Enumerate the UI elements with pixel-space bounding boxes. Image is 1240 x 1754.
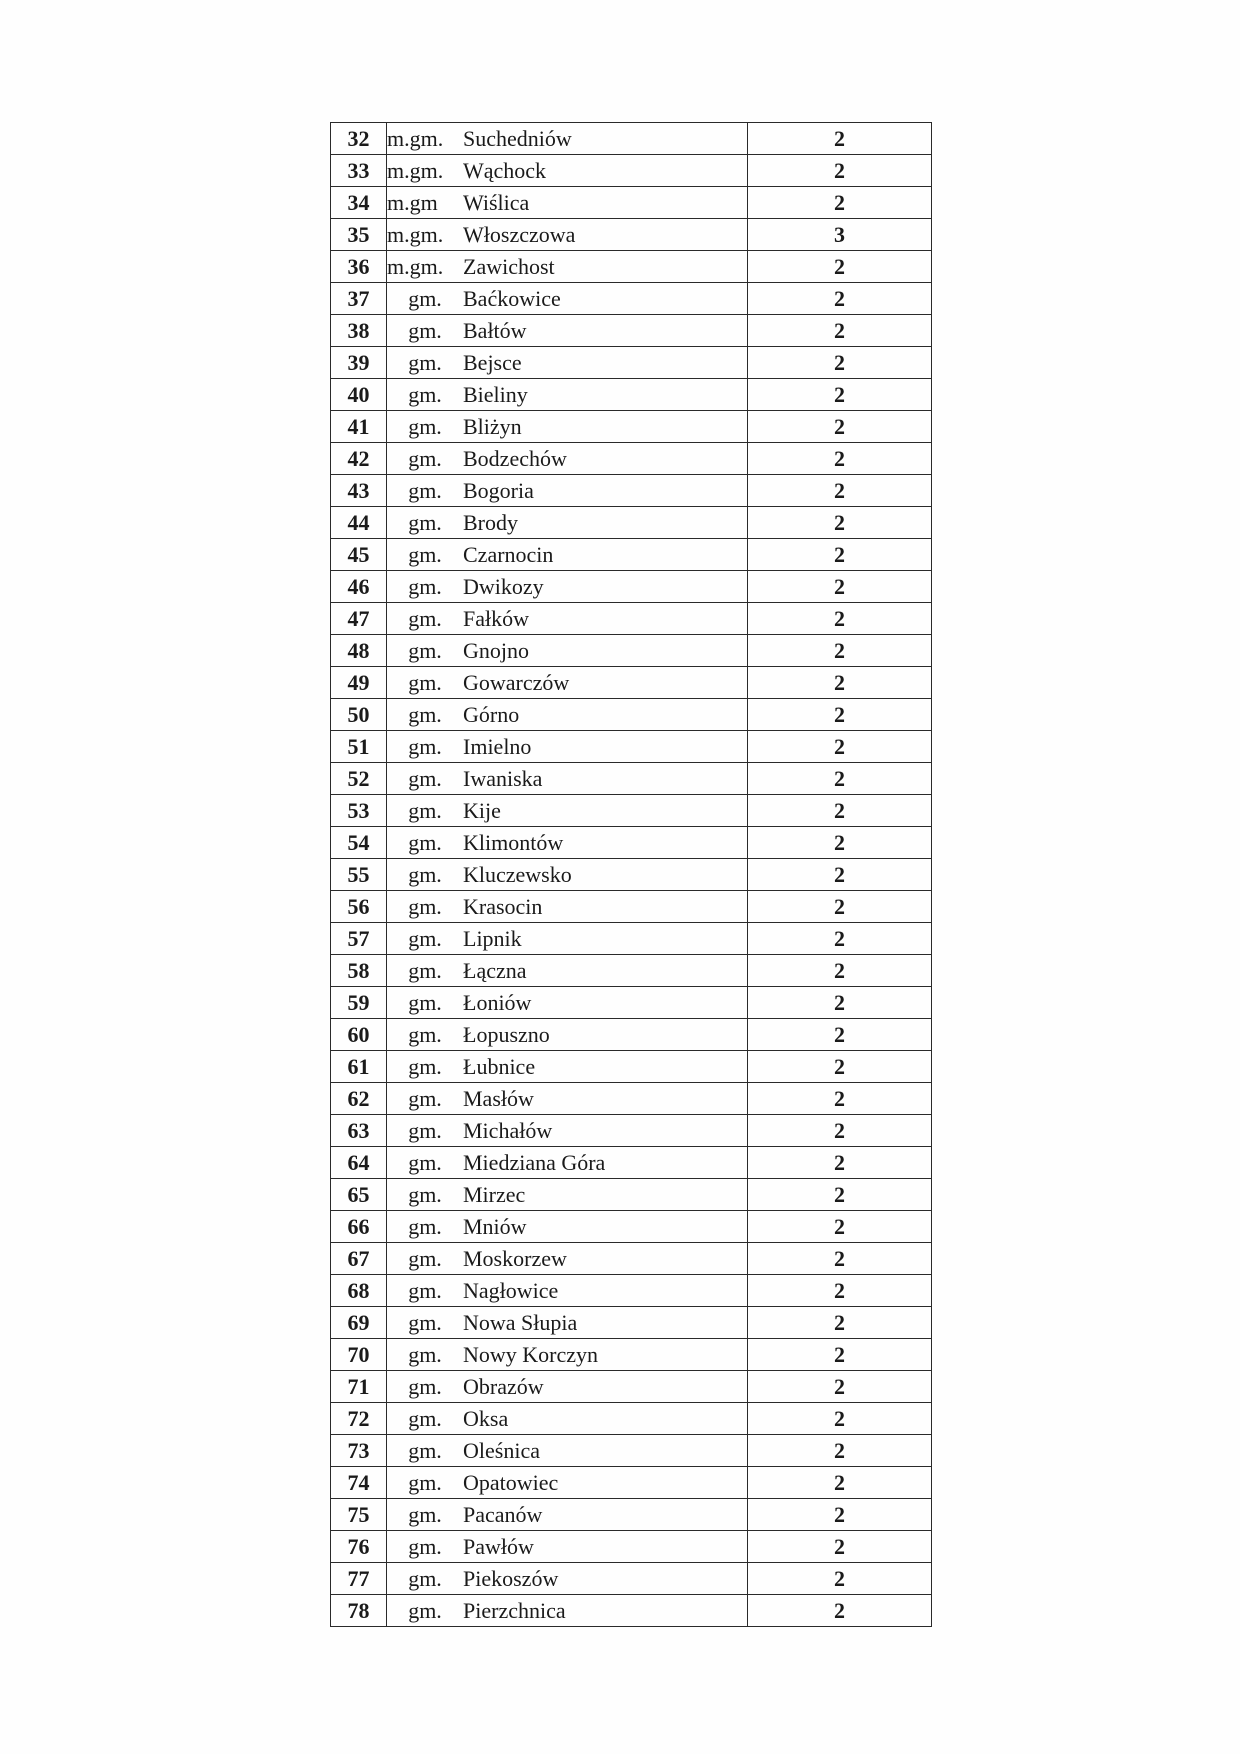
- table-row: [331, 507, 932, 539]
- table-row: [331, 1563, 932, 1595]
- table-row: [331, 1019, 932, 1051]
- municipality-type: gm.: [408, 1470, 442, 1495]
- count-value: 2: [748, 1019, 932, 1051]
- municipality-name: Łoniów: [463, 990, 532, 1015]
- municipality-name: Łączna: [463, 958, 527, 983]
- municipality-type: gm.: [408, 1342, 442, 1367]
- row-number: 73: [331, 1435, 387, 1467]
- table-row: [331, 955, 932, 987]
- municipality-cell: [387, 763, 748, 795]
- municipality-cell: [387, 1275, 748, 1307]
- municipality-name: Zawichost: [463, 254, 555, 279]
- municipality-cell: [387, 571, 748, 603]
- table-row: [331, 1051, 932, 1083]
- municipality-name: Bliżyn: [463, 414, 522, 439]
- municipality-type: gm.: [408, 862, 442, 887]
- municipality-cell: [387, 1211, 748, 1243]
- municipality-cell: [387, 987, 748, 1019]
- municipality-name: Bejsce: [463, 350, 522, 375]
- municipality-cell: [387, 891, 748, 923]
- municipality-cell: [387, 667, 748, 699]
- table-row: [331, 1371, 932, 1403]
- row-number: 54: [331, 827, 387, 859]
- table-row: [331, 379, 932, 411]
- table-row: [331, 1595, 932, 1627]
- count-value: 2: [748, 283, 932, 315]
- municipality-cell: [387, 155, 748, 187]
- municipality-type: gm.: [408, 350, 442, 375]
- table-row: [331, 1435, 932, 1467]
- municipality-name: Gowarczów: [463, 670, 570, 695]
- municipality-type: gm.: [408, 1534, 442, 1559]
- row-number: 64: [331, 1147, 387, 1179]
- table-row: [331, 795, 932, 827]
- municipality-cell: [387, 1531, 748, 1563]
- count-value: 2: [748, 315, 932, 347]
- municipality-cell: [387, 1339, 748, 1371]
- municipality-type: gm.: [408, 734, 442, 759]
- municipality-type: m.gm.: [387, 254, 444, 279]
- municipality-name: Krasocin: [463, 894, 543, 919]
- table-row: [331, 1307, 932, 1339]
- municipality-name: Nagłowice: [463, 1278, 559, 1303]
- municipality-type: gm.: [408, 446, 442, 471]
- count-value: 2: [748, 955, 932, 987]
- municipality-type: gm.: [408, 894, 442, 919]
- municipality-name: Pacanów: [463, 1502, 543, 1527]
- row-number: 43: [331, 475, 387, 507]
- municipality-cell: [387, 539, 748, 571]
- table-row: [331, 1531, 932, 1563]
- row-number: 57: [331, 923, 387, 955]
- municipality-name: Oksa: [463, 1406, 509, 1431]
- count-value: 2: [748, 731, 932, 763]
- municipality-cell: [387, 1147, 748, 1179]
- table-row: [331, 1243, 932, 1275]
- municipality-cell: [387, 347, 748, 379]
- municipality-type: m.gm.: [387, 126, 444, 151]
- municipality-cell: [387, 635, 748, 667]
- row-number: 75: [331, 1499, 387, 1531]
- municipality-name: Górno: [463, 702, 520, 727]
- municipality-cell: [387, 315, 748, 347]
- row-number: 47: [331, 603, 387, 635]
- municipality-type: gm.: [408, 702, 442, 727]
- count-value: 2: [748, 187, 932, 219]
- count-value: 2: [748, 763, 932, 795]
- municipality-type: gm.: [408, 574, 442, 599]
- municipality-type: gm.: [408, 1502, 442, 1527]
- municipality-cell: [387, 699, 748, 731]
- count-value: 2: [748, 1531, 932, 1563]
- municipality-name: Gnojno: [463, 638, 529, 663]
- municipality-cell: [387, 859, 748, 891]
- row-number: 60: [331, 1019, 387, 1051]
- municipality-type: gm.: [408, 1438, 442, 1463]
- municipality-table: [330, 122, 932, 1627]
- table-row: [331, 763, 932, 795]
- municipality-type: gm.: [408, 1022, 442, 1047]
- row-number: 53: [331, 795, 387, 827]
- municipality-name: Iwaniska: [463, 766, 543, 791]
- municipality-name: Nowa Słupia: [463, 1310, 578, 1335]
- municipality-name: Klimontów: [463, 830, 564, 855]
- municipality-type: gm.: [408, 926, 442, 951]
- row-number: 61: [331, 1051, 387, 1083]
- municipality-type: gm.: [408, 1374, 442, 1399]
- row-number: 76: [331, 1531, 387, 1563]
- count-value: 2: [748, 1371, 932, 1403]
- municipality-type: gm.: [408, 1406, 442, 1431]
- municipality-type: m.gm: [387, 190, 438, 215]
- table-row: [331, 891, 932, 923]
- table-row: [331, 987, 932, 1019]
- municipality-name: Czarnocin: [463, 542, 554, 567]
- row-number: 41: [331, 411, 387, 443]
- count-value: 2: [748, 443, 932, 475]
- table-row: [331, 123, 932, 155]
- table-row: [331, 1403, 932, 1435]
- municipality-type: gm.: [408, 670, 442, 695]
- row-number: 39: [331, 347, 387, 379]
- municipality-cell: [387, 443, 748, 475]
- row-number: 49: [331, 667, 387, 699]
- table-row: [331, 1499, 932, 1531]
- count-value: 2: [748, 155, 932, 187]
- municipality-name: Bodzechów: [463, 446, 567, 471]
- municipality-cell: [387, 1307, 748, 1339]
- municipality-type: gm.: [408, 1566, 442, 1591]
- table-row: [331, 475, 932, 507]
- row-number: 35: [331, 219, 387, 251]
- municipality-name: Pawłów: [463, 1534, 534, 1559]
- count-value: 2: [748, 1595, 932, 1627]
- table-row: [331, 1115, 932, 1147]
- municipality-name: Obrazów: [463, 1374, 544, 1399]
- row-number: 44: [331, 507, 387, 539]
- municipality-name: Baćkowice: [463, 286, 561, 311]
- row-number: 38: [331, 315, 387, 347]
- row-number: 56: [331, 891, 387, 923]
- municipality-type: gm.: [408, 1310, 442, 1335]
- count-value: 2: [748, 1403, 932, 1435]
- row-number: 72: [331, 1403, 387, 1435]
- count-value: 3: [748, 219, 932, 251]
- row-number: 67: [331, 1243, 387, 1275]
- municipality-name: Dwikozy: [463, 574, 544, 599]
- row-number: 50: [331, 699, 387, 731]
- municipality-name: Mniów: [463, 1214, 527, 1239]
- municipality-name: Nowy Korczyn: [463, 1342, 599, 1367]
- municipality-type: gm.: [408, 1246, 442, 1271]
- municipality-cell: [387, 731, 748, 763]
- municipality-type: gm.: [408, 286, 442, 311]
- row-number: 34: [331, 187, 387, 219]
- table-row: [331, 155, 932, 187]
- row-number: 48: [331, 635, 387, 667]
- municipality-cell: [387, 475, 748, 507]
- municipality-name: Kluczewsko: [463, 862, 572, 887]
- table-row: [331, 667, 932, 699]
- municipality-name: Bałtów: [463, 318, 527, 343]
- table-row: [331, 411, 932, 443]
- count-value: 2: [748, 1467, 932, 1499]
- row-number: 69: [331, 1307, 387, 1339]
- municipality-name: Moskorzew: [463, 1246, 567, 1271]
- municipality-type: gm.: [408, 1278, 442, 1303]
- municipality-type: gm.: [408, 1182, 442, 1207]
- municipality-cell: [387, 923, 748, 955]
- table-row: [331, 251, 932, 283]
- row-number: 70: [331, 1339, 387, 1371]
- municipality-name: Bieliny: [463, 382, 528, 407]
- count-value: 2: [748, 1307, 932, 1339]
- table-row: [331, 347, 932, 379]
- count-value: 2: [748, 859, 932, 891]
- municipality-cell: [387, 603, 748, 635]
- municipality-type: gm.: [408, 478, 442, 503]
- municipality-cell: [387, 1243, 748, 1275]
- row-number: 55: [331, 859, 387, 891]
- municipality-type: gm.: [408, 1598, 442, 1623]
- row-number: 65: [331, 1179, 387, 1211]
- municipality-cell: [387, 1499, 748, 1531]
- municipality-type: m.gm.: [387, 158, 444, 183]
- table-row: [331, 603, 932, 635]
- municipality-cell: [387, 123, 748, 155]
- table-row: [331, 1179, 932, 1211]
- municipality-name: Pierzchnica: [463, 1598, 566, 1623]
- municipality-cell: [387, 1083, 748, 1115]
- table-row: [331, 635, 932, 667]
- municipality-name: Lipnik: [463, 926, 522, 951]
- row-number: 71: [331, 1371, 387, 1403]
- municipality-cell: [387, 1595, 748, 1627]
- table-row: [331, 1467, 932, 1499]
- municipality-name: Wąchock: [463, 158, 547, 183]
- count-value: 2: [748, 699, 932, 731]
- row-number: 46: [331, 571, 387, 603]
- count-value: 2: [748, 475, 932, 507]
- municipality-type: m.gm.: [387, 222, 444, 247]
- municipality-type: gm.: [408, 414, 442, 439]
- municipality-name: Wiślica: [463, 190, 530, 215]
- municipality-type: gm.: [408, 990, 442, 1015]
- count-value: 2: [748, 379, 932, 411]
- municipality-type: gm.: [408, 798, 442, 823]
- table-row: [331, 187, 932, 219]
- municipality-type: gm.: [408, 510, 442, 535]
- municipality-cell: [387, 1179, 748, 1211]
- count-value: 2: [748, 1115, 932, 1147]
- count-value: 2: [748, 1435, 932, 1467]
- row-number: 63: [331, 1115, 387, 1147]
- municipality-cell: [387, 283, 748, 315]
- municipality-cell: [387, 1403, 748, 1435]
- table-row: [331, 539, 932, 571]
- table-row: [331, 283, 932, 315]
- municipality-type: gm.: [408, 638, 442, 663]
- municipality-cell: [387, 1051, 748, 1083]
- count-value: 2: [748, 251, 932, 283]
- count-value: 2: [748, 507, 932, 539]
- municipality-type: gm.: [408, 1118, 442, 1143]
- municipality-type: gm.: [408, 606, 442, 631]
- municipality-name: Masłów: [463, 1086, 534, 1111]
- municipality-name: Opatowiec: [463, 1470, 559, 1495]
- municipality-cell: [387, 1115, 748, 1147]
- municipality-type: gm.: [408, 1150, 442, 1175]
- row-number: 37: [331, 283, 387, 315]
- municipality-cell: [387, 1563, 748, 1595]
- municipality-name: Imielno: [463, 734, 532, 759]
- municipality-type: gm.: [408, 1054, 442, 1079]
- municipality-name: Łopuszno: [463, 1022, 550, 1047]
- municipality-type: gm.: [408, 958, 442, 983]
- count-value: 2: [748, 1179, 932, 1211]
- table-row: [331, 699, 932, 731]
- row-number: 40: [331, 379, 387, 411]
- row-number: 59: [331, 987, 387, 1019]
- row-number: 32: [331, 123, 387, 155]
- count-value: 2: [748, 1243, 932, 1275]
- municipality-cell: [387, 795, 748, 827]
- count-value: 2: [748, 539, 932, 571]
- table-row: [331, 571, 932, 603]
- count-value: 2: [748, 1147, 932, 1179]
- table-row: [331, 443, 932, 475]
- municipality-name: Oleśnica: [463, 1438, 540, 1463]
- count-value: 2: [748, 1563, 932, 1595]
- count-value: 2: [748, 891, 932, 923]
- count-value: 2: [748, 827, 932, 859]
- municipality-cell: [387, 955, 748, 987]
- municipality-type: gm.: [408, 766, 442, 791]
- municipality-name: Łubnice: [463, 1054, 536, 1079]
- municipality-cell: [387, 1467, 748, 1499]
- municipality-name: Miedziana Góra: [463, 1150, 606, 1175]
- table-row: [331, 219, 932, 251]
- municipality-type: gm.: [408, 382, 442, 407]
- count-value: 2: [748, 667, 932, 699]
- table-row: [331, 827, 932, 859]
- row-number: 42: [331, 443, 387, 475]
- count-value: 2: [748, 1275, 932, 1307]
- municipality-type: gm.: [408, 1214, 442, 1239]
- count-value: 2: [748, 571, 932, 603]
- row-number: 52: [331, 763, 387, 795]
- row-number: 45: [331, 539, 387, 571]
- row-number: 78: [331, 1595, 387, 1627]
- table-row: [331, 1147, 932, 1179]
- municipality-type: gm.: [408, 1086, 442, 1111]
- count-value: 2: [748, 411, 932, 443]
- municipality-name: Fałków: [463, 606, 529, 631]
- count-value: 2: [748, 123, 932, 155]
- row-number: 66: [331, 1211, 387, 1243]
- row-number: 51: [331, 731, 387, 763]
- municipality-cell: [387, 219, 748, 251]
- row-number: 62: [331, 1083, 387, 1115]
- count-value: 2: [748, 1211, 932, 1243]
- row-number: 68: [331, 1275, 387, 1307]
- row-number: 58: [331, 955, 387, 987]
- municipality-cell: [387, 251, 748, 283]
- municipality-name: Piekoszów: [463, 1566, 559, 1591]
- municipality-cell: [387, 1435, 748, 1467]
- table-body: [331, 123, 932, 1627]
- table-row: [331, 859, 932, 891]
- municipality-cell: [387, 827, 748, 859]
- municipality-type: gm.: [408, 830, 442, 855]
- table-row: [331, 923, 932, 955]
- municipality-name: Michałów: [463, 1118, 553, 1143]
- count-value: 2: [748, 1051, 932, 1083]
- count-value: 2: [748, 987, 932, 1019]
- row-number: 74: [331, 1467, 387, 1499]
- municipality-name: Mirzec: [463, 1182, 526, 1207]
- table-row: [331, 1211, 932, 1243]
- count-value: 2: [748, 1339, 932, 1371]
- count-value: 2: [748, 1083, 932, 1115]
- table-row: [331, 1275, 932, 1307]
- municipality-name: Kije: [463, 798, 501, 823]
- count-value: 2: [748, 635, 932, 667]
- row-number: 77: [331, 1563, 387, 1595]
- table-row: [331, 731, 932, 763]
- municipality-cell: [387, 507, 748, 539]
- municipality-name: Brody: [463, 510, 518, 535]
- municipality-cell: [387, 187, 748, 219]
- table-row: [331, 1083, 932, 1115]
- municipality-type: gm.: [408, 542, 442, 567]
- municipality-type: gm.: [408, 318, 442, 343]
- table-row: [331, 315, 932, 347]
- municipality-cell: [387, 1019, 748, 1051]
- municipality-cell: [387, 411, 748, 443]
- municipality-cell: [387, 379, 748, 411]
- row-number: 36: [331, 251, 387, 283]
- municipality-name: Suchedniów: [463, 126, 572, 151]
- count-value: 2: [748, 1499, 932, 1531]
- row-number: 33: [331, 155, 387, 187]
- count-value: 2: [748, 795, 932, 827]
- count-value: 2: [748, 603, 932, 635]
- table-row: [331, 1339, 932, 1371]
- municipality-name: Bogoria: [463, 478, 534, 503]
- count-value: 2: [748, 923, 932, 955]
- count-value: 2: [748, 347, 932, 379]
- municipality-cell: [387, 1371, 748, 1403]
- municipality-name: Włoszczowa: [463, 222, 576, 247]
